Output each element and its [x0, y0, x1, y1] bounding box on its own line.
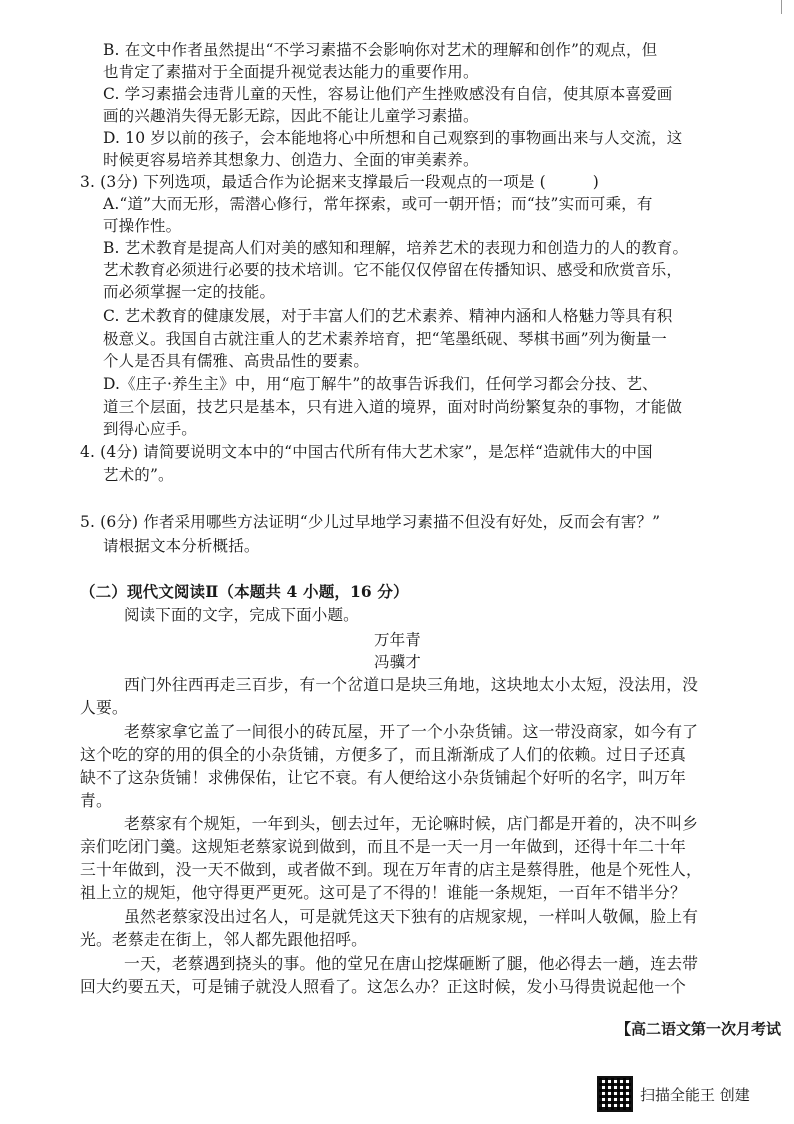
exam-footer-label: 【高二语文第一次月考试 [616, 1020, 782, 1038]
text-line: 祖上立的规矩，他守得更严更死。这可是了不得的！谁能一条规矩，一百年不错半分？ [80, 883, 686, 902]
text-line: 一天，老蔡遇到挠头的事。他的堂兄在唐山挖煤砸断了腿，他必得去一趟，连去带 [124, 954, 699, 973]
text-line: 老蔡家拿它盖了一间很小的砖瓦屋，开了一个小杂货铺。这一带没商家，如今有了 [124, 722, 699, 741]
text-line: （二）现代文阅读Ⅱ（本题共 4 小题，16 分） [80, 582, 409, 601]
text-line: 人要。 [80, 698, 128, 717]
text-line: 三十年做到，没一天不做到，或者做不到。现在万年青的店主是蔡得胜，他是个死性人， [80, 860, 702, 879]
text-line: 回大约要五天，可是铺子就没人照看了。这怎么办？正这时候，发小马得贵说起他一个 [80, 977, 686, 996]
text-line: C. 学习素描会违背儿童的天性，容易让他们产生挫败感没有自信，使其原本喜爱画 [103, 85, 673, 103]
text-line: 缺不了这杂货铺！求佛保佑，让它不衰。有人便给这小杂货铺起个好听的名字，叫万年 [80, 768, 686, 787]
text-line: 而必须掌握一定的技能。 [103, 283, 276, 301]
text-line: B. 在文中作者虽然提出“不学习素描不会影响你对艺术的理解和创作”的观点，但 [103, 41, 658, 59]
text-line: 道三个层面，技艺只是基本，只有进入道的境界，面对时尚纷繁复杂的事物，才能做 [103, 398, 683, 416]
text-line: D.《庄子·养生主》中，用“庖丁解牛”的故事告诉我们，任何学习都会分技、艺、 [103, 375, 658, 393]
text-line: 老蔡家有个规矩，一年到头，刨去过年，无论嘛时候，店门都是开着的，决不叫乡 [124, 814, 699, 833]
text-line: 请根据文本分析概括。 [103, 537, 260, 555]
qr-code-icon [597, 1076, 633, 1112]
text-line: 冯骥才 [374, 653, 421, 671]
text-line: 这个吃的穿的用的俱全的小杂货铺，方便多了，而且渐渐成了人们的依赖。过日子还真 [80, 745, 686, 764]
text-line: 亲们吃闭门羹。这规矩老蔡家说到做到，而且不是一天一月一年做到，还得十年二十年 [80, 837, 686, 856]
text-line: 个人是否具有儒雅、高贵品性的要素。 [103, 352, 370, 370]
text-line: 西门外往西再走三百步，有一个岔道口是块三角地，这块地太小太短，没法用，没 [124, 675, 699, 694]
text-line: 4. (4分) 请简要说明文本中的“中国古代所有伟大艺术家”，是怎样“造就伟大的中国 [80, 443, 653, 461]
text-line: 可操作性。 [103, 217, 182, 235]
text-line: D. 10 岁以前的孩子，会本能地将心中所想和自己观察到的事物画出来与人交流，这 [103, 129, 683, 147]
page-corner-mark [781, 0, 794, 14]
text-line: 5. (6分) 作者采用哪些方法证明“少儿过早地学习素描不但没有好处，反而会有害？” [80, 513, 661, 531]
text-line: 到得心应手。 [103, 420, 197, 438]
text-line: 也肯定了素描对于全面提升视觉表达能力的重要作用。 [103, 63, 479, 81]
text-line: 阅读下面的文字，完成下面小题。 [124, 606, 359, 624]
text-line: C. 艺术教育的健康发展，对于丰富人们的艺术素养、精神内涵和人格魅力等具有积 [103, 307, 673, 325]
scanner-watermark: 扫描全能王 创建 [640, 1086, 750, 1104]
text-line: 3. (3分) 下列选项，最适合作为论据来支撑最后一段观点的一项是 ( ) [80, 173, 599, 191]
text-line: 艺术教育必须进行必要的技术培训。它不能仅仅停留在传播知识、感受和欣赏音乐， [103, 261, 683, 279]
text-line: 艺术的”。 [103, 466, 174, 484]
text-line: B. 艺术教育是提高人们对美的感知和理解，培养艺术的表现力和创造力的人的教育。 [103, 239, 689, 257]
text-line: 画的兴趣消失得无影无踪，因此不能让儿童学习素描。 [103, 107, 479, 125]
text-line: 极意义。我国自古就注重人的艺术素养培育，把“笔墨纸砚、琴棋书画”列为衡量一 [103, 330, 667, 348]
text-line: 时候更容易培养其想象力、创造力、全面的审美素养。 [103, 151, 479, 169]
text-line: A.“道”大而无形，需潜心修行，常年探索，或可一朝开悟；而“技”实而可乘，有 [103, 195, 653, 213]
text-line: 虽然老蔡家没出过名人，可是就凭这天下独有的店规家规，一样叫人敬佩，脸上有 [124, 907, 699, 926]
text-line: 万年青 [374, 631, 421, 649]
text-line: 青。 [80, 791, 112, 810]
text-line: 光。老蔡走在街上，邻人都先跟他招呼。 [80, 930, 368, 949]
